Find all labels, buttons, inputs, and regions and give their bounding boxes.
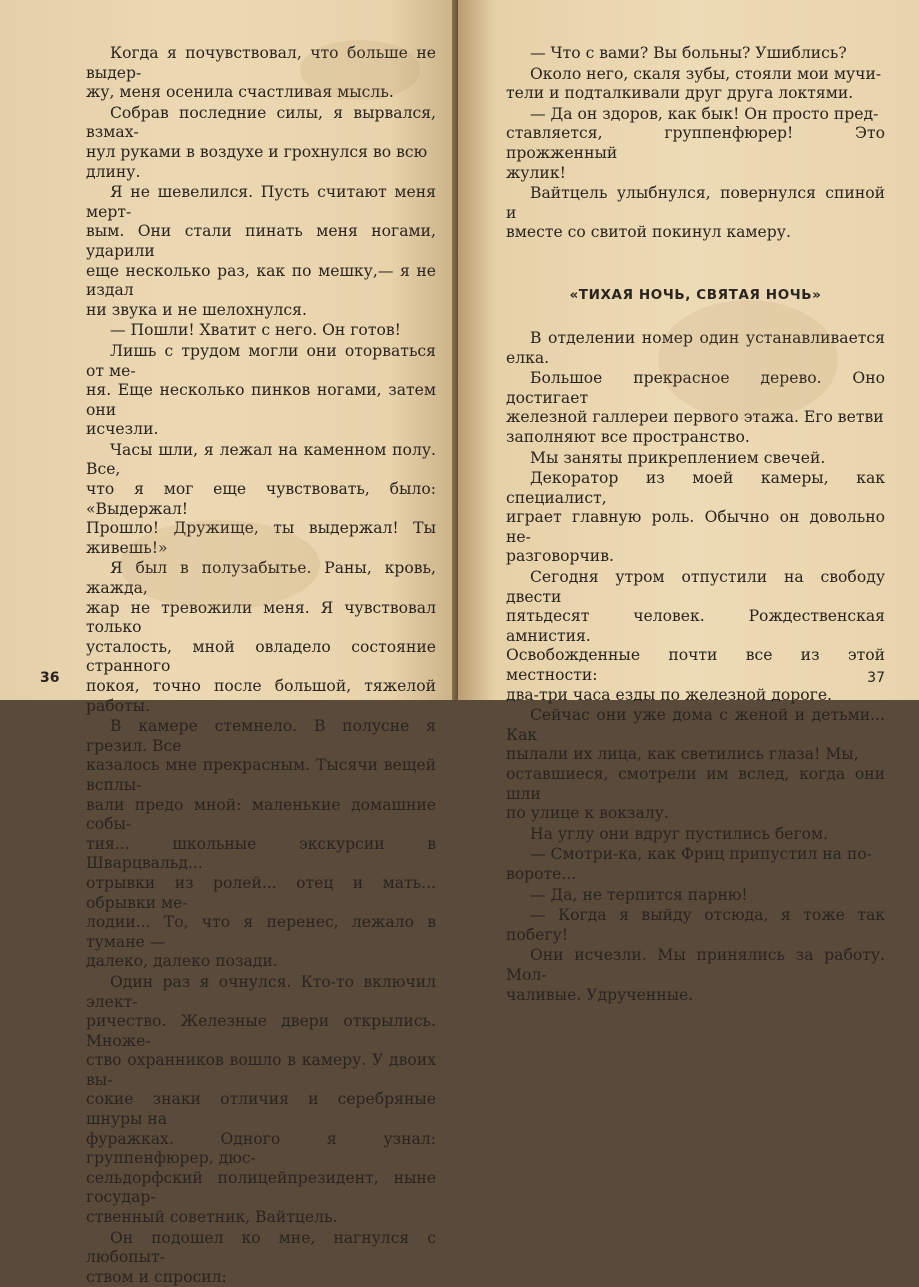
paragraph [506,329,885,368]
text-line: — Да он здоров, как бык! Он просто пред- [530,104,879,123]
paragraph [506,825,885,845]
paragraph [506,706,885,824]
text-line: Вайтцель улыбнулся, повернулся спиной и [506,184,885,222]
text-line: усталость, мной овладело состояние странного [86,637,436,676]
text-line: сокие знаки отличия и серебряные шнуры на [86,1090,436,1129]
text-line: Часы шли, я лежал на каменном полу. Все, [86,440,436,479]
paragraph [86,973,436,1228]
text-line: — Да, не терпится парню! [530,885,748,904]
paragraph [86,441,436,559]
paragraph [506,469,885,567]
text-line: ставляется, группенфюрер! Это прожженный [506,124,885,162]
text-line: ством и спросил: [86,1267,227,1286]
text-line: казалось мне прекрасным. Тысячи вещей всплы- [86,756,436,794]
paragraph [86,183,436,320]
text-line: Мы заняты прикреплением свечей. [530,448,826,467]
text-line: Освобожденные почти все из этой местности: [506,646,885,685]
text-line: чаливые. Удрученные. [506,985,694,1004]
paragraph [506,946,885,1005]
text-line: фуражках. Одного я узнал: группенфюрер, дюс- [86,1129,436,1168]
text-line: вали предо мной: маленькие домашние собы- [86,795,436,834]
text-line: Собрав последние силы, я вырвался, взмах- [86,103,436,142]
page-number-left: 36 [40,670,60,686]
paragraph [506,184,885,243]
text-line: ство охранников вошло в камеру. У двоих вы- [86,1051,436,1089]
text-line: исчезли. [86,420,159,439]
text-line: Они исчезли. Мы принялись за работу. Мол- [506,946,885,984]
text-line: Лишь с трудом могли они оторваться от ме- [86,341,436,380]
text-line: вместе со свитой покинул камеру. [506,223,791,242]
text-line: ственный советник, Вайтцель. [86,1208,338,1227]
text-line: два-три часа езды по железной дороге. [506,685,832,704]
text-line: Один раз я очнулся. Кто-то включил элект- [86,972,436,1011]
text-line: длину. [86,162,141,181]
paragraph [86,321,436,341]
text-line: играет главную роль. Обычно он довольно не- [506,508,885,546]
text-line: что я мог еще чувствовать, было: «Выдержал! [86,480,436,518]
paragraph [86,717,436,972]
text-line: — Что с вами? Вы больны? Ушиблись? [530,44,847,62]
text-line: Он подошел ко мне, нагнулся с любопыт- [86,1228,436,1267]
text-line: разговорчив. [506,547,614,566]
text-line: по улице к вокзалу. [506,804,669,823]
text-line: железной галлереи первого этажа. Его ветви [506,408,884,427]
text-line: вороте... [506,864,577,883]
text-line: жулик! [506,163,566,182]
text-line: пятьдесят человек. Рождественская амнистия. [506,607,885,645]
text-line: покоя, точно после большой, тяжелой работы. [86,677,436,715]
left-page-text [86,44,436,1287]
text-line: Декоратор из моей камеры, как специалист, [506,469,885,507]
text-line: жу, меня осенила счастливая мысль. [86,83,394,102]
text-line: вым. Они стали пинать меня ногами, ударили [86,222,436,260]
text-line: — Когда я выйду отсюда, я тоже так побегу! [506,906,885,944]
text-line: лодии... То, что я перенес, лежало в тумане — [86,913,436,951]
text-line: Большое прекрасное дерево. Оно достигает [506,369,885,407]
paragraph [506,369,885,447]
paragraph [506,65,885,104]
text-line: Когда я почувствовал, что больше не выдер- [86,44,436,82]
paragraph [506,845,885,884]
text-line: В отделении номер один устанавливается елка. [506,328,885,367]
text-line: оставшиеся, смотрели им вслед, когда они шли [506,765,885,803]
text-line: отрывки из ролей... отец и мать... обрывки ме- [86,873,436,912]
text-line: нул руками в воздухе и грохнулся во всю [86,142,428,161]
text-line: Сегодня утром отпустили на свободу двести [506,568,885,606]
text-line: жар не тревожили меня. Я чувствовал только [86,598,436,637]
text-line: еще несколько раз, как по мешку,— я не издал [86,261,436,300]
text-line: ни звука и не шелохнулся. [86,300,307,319]
page-number-right: 37 [867,670,885,686]
paragraph [506,906,885,945]
text-line: — Пошли! Хватит с него. Он готов! [110,321,401,340]
right-page-text-after [506,329,885,1005]
left-page [0,0,458,1286]
text-line: тели и подталкивали друг друга локтями. [506,84,854,103]
paragraph [86,104,436,182]
right-page [458,0,919,1004]
text-line: заполняют все пространство. [506,427,750,446]
text-line: В камере стемнело. В полусне я грезил. Все [86,717,436,755]
paragraph [86,559,436,716]
text-line: — Смотри-ка, как Фриц припустил на по- [530,845,872,864]
chapter-heading: «ТИХАЯ НОЧЬ, СВЯТАЯ НОЧЬ» [569,286,822,303]
paragraph [86,44,436,103]
paragraph [506,886,885,906]
text-line: Я был в полузабытье. Раны, кровь, жажда, [86,559,436,598]
text-line: тия... школьные экскурсии в Шварцвальд... [86,834,436,873]
paragraph [86,342,436,440]
text-line: далеко, далеко позади. [86,952,278,971]
text-line: ня. Еще несколько пинков ногами, затем они [86,381,436,419]
text-line: Прошло! Дружище, ты выдержал! Ты живешь!» [86,519,436,557]
text-line: Около него, скаля зубы, стояли мои мучи- [530,64,882,83]
text-line: На углу они вдруг пустились бегом. [530,824,829,843]
paragraph [506,568,885,705]
text-line: Я не шевелился. Пусть считают меня мерт- [86,183,436,221]
text-line: сельдорфский полицейпрезидент, ныне государ- [86,1168,436,1207]
text-line: ричество. Железные двери открылись. Множе- [86,1012,436,1050]
paragraph [506,44,885,64]
paragraph [506,449,885,469]
paragraph [506,105,885,183]
paragraph [86,1229,436,1287]
text-line: пылали их лица, как светились глаза! Мы, [506,745,859,764]
text-line: Сейчас они уже дома с женой и детьми... Как [506,706,885,744]
right-page-text-before [506,44,885,243]
